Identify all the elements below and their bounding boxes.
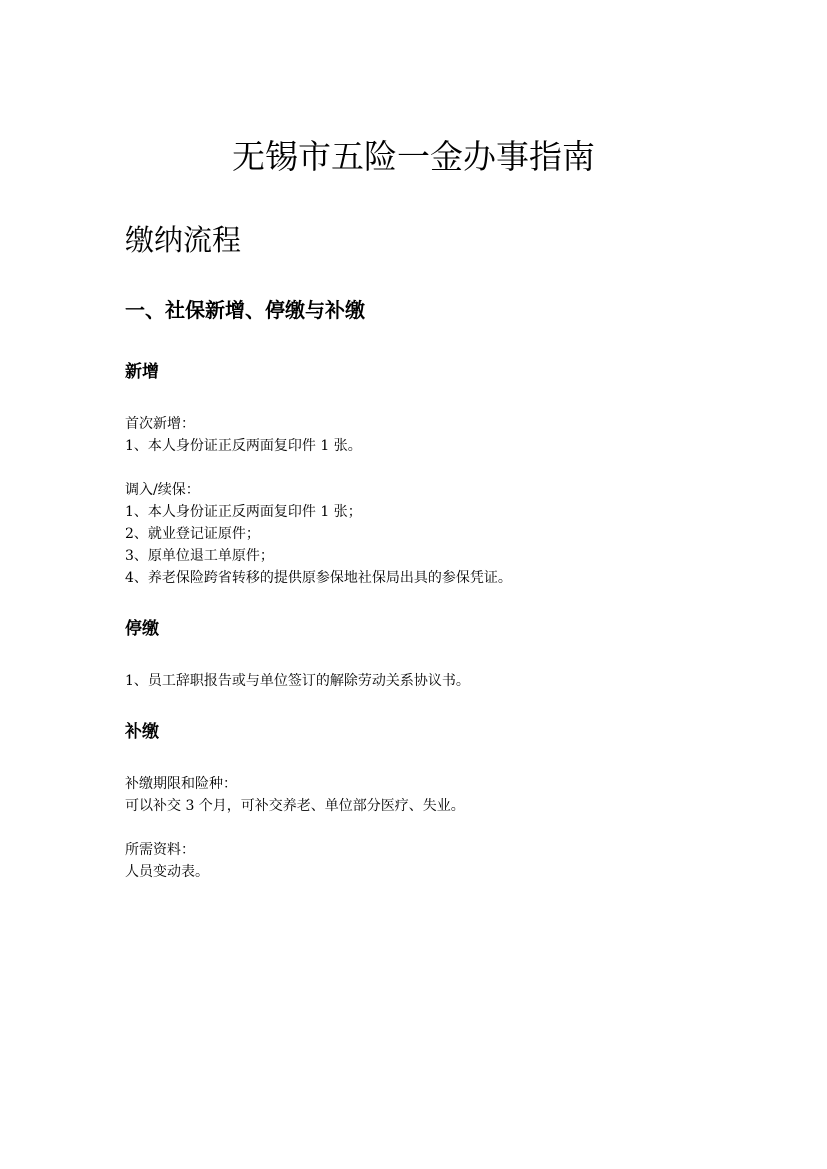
period-text: 可以补交 3 个月，可补交养老、单位部分医疗、失业。 [125,798,465,814]
materials-text: 人员变动表。 [125,864,209,880]
list-item: 4、养老保险跨省转移的提供原参保地社保局出具的参保凭证。 [125,570,512,586]
list-item: 2、就业登记证原件； [125,526,260,542]
heading-xinzeng: 新增 [125,362,159,382]
tingjiao-block [125,670,470,692]
document-title: 无锡市五险一金办事指南 [232,137,595,176]
subsection-heading: 一、社保新增、停缴与补缴 [125,298,365,322]
heading-tingjiao: 停缴 [125,619,159,639]
list-item: 1、本人身份证正反两面复印件 1 张。 [125,438,362,454]
bujiao-materials-block [125,839,209,883]
first-add-label: 首次新增： [125,416,195,432]
xinzeng-transfer-block [125,479,512,589]
list-item: 1、本人身份证正反两面复印件 1 张； [125,504,362,520]
heading-bujiao: 补缴 [125,722,159,742]
period-label: 补缴期限和险种： [125,776,237,792]
xinzeng-first-block [125,413,362,457]
section-heading: 缴纳流程 [125,223,242,257]
list-item: 1、员工辞职报告或与单位签订的解除劳动关系协议书。 [125,673,470,689]
list-item: 3、原单位退工单原件； [125,548,274,564]
bujiao-period-block [125,773,465,817]
materials-label: 所需资料： [125,842,195,858]
transfer-label: 调入/续保： [125,482,200,498]
